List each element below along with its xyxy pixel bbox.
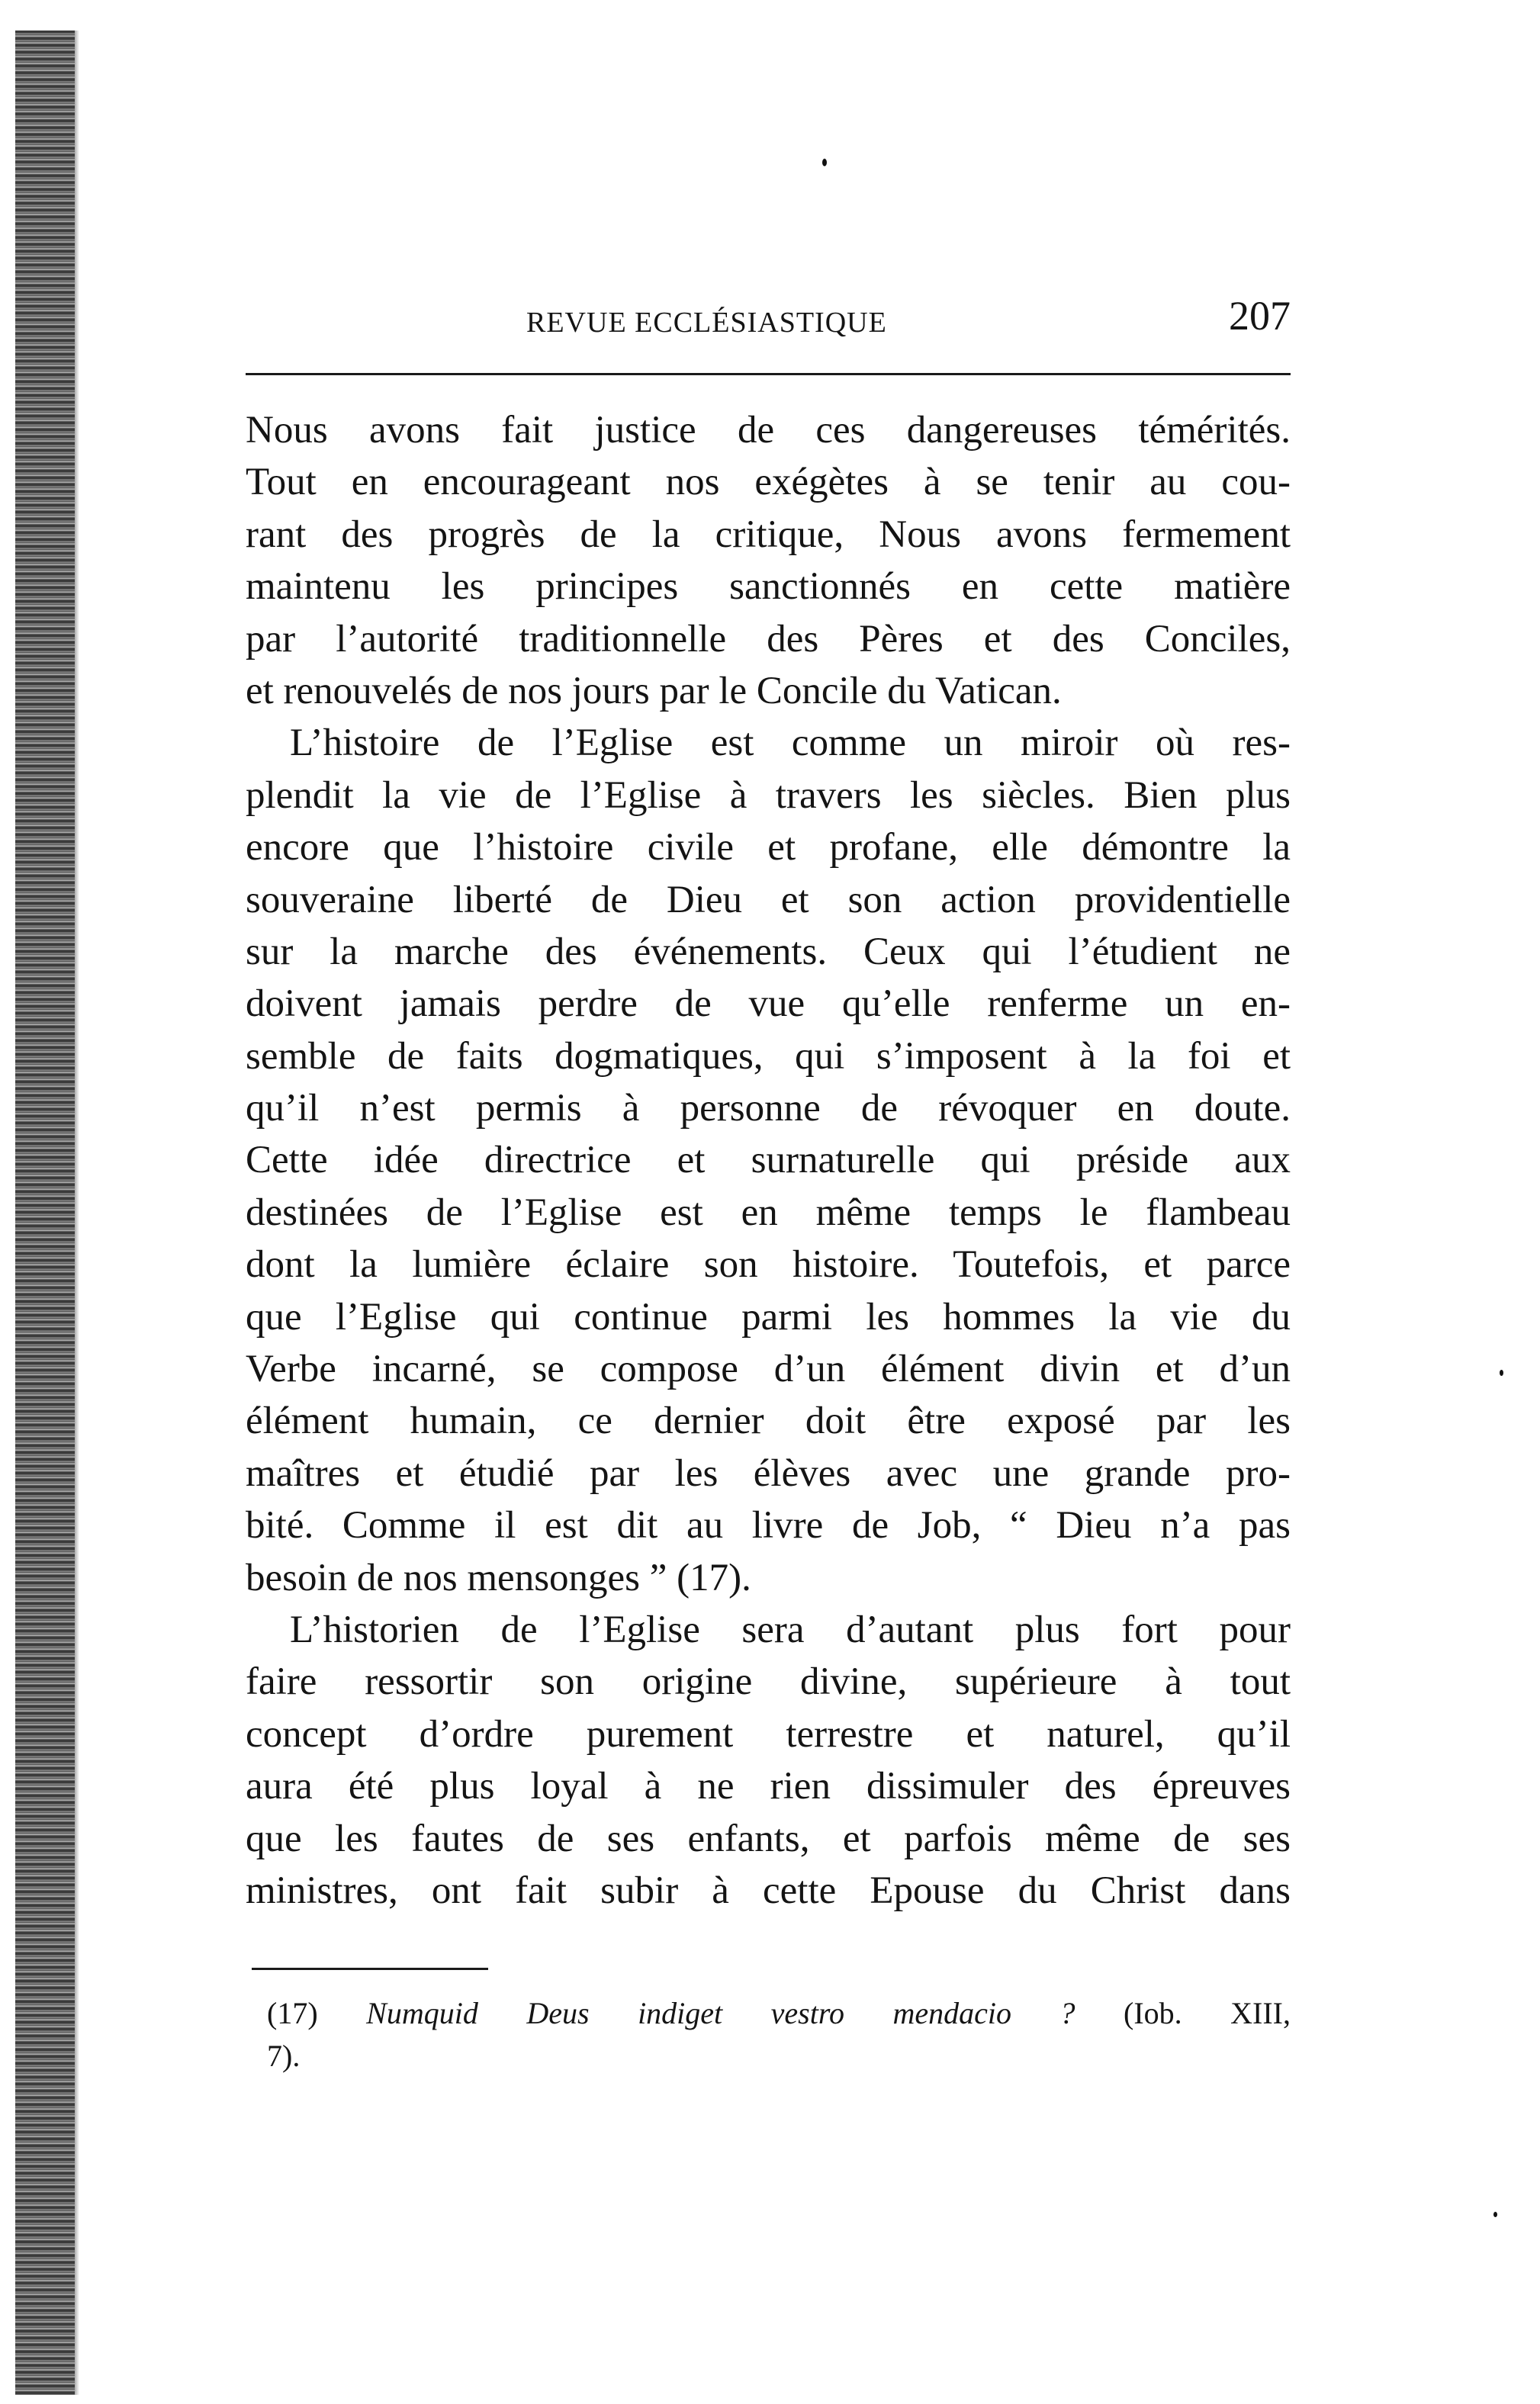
footnote: [267, 1992, 1291, 2078]
page-header: [246, 292, 1291, 353]
text-line: ministres, ont fait subir à cette Epouse du Christ dans: [246, 1869, 1291, 1912]
text-line: Cette idée directrice et surnaturelle qui préside aux: [246, 1139, 1291, 1182]
text-line: Nous avons fait justice de ces dangereuses témérités.: [246, 409, 1291, 452]
text-line: rant des progrès de la critique, Nous avons fermement: [246, 513, 1291, 556]
print-speck: [1493, 2212, 1497, 2217]
text-line: maîtres et étudié par les élèves avec une grande pro-: [246, 1451, 1291, 1495]
page-number: 207: [1229, 293, 1291, 339]
footnote-line-continued: 7).: [267, 2039, 301, 2073]
paragraph-start-line: L’historien de l’Eglise sera d’autant plus fort pour: [290, 1608, 1291, 1651]
text-line: qu’il n’est permis à personne de révoquer en doute.: [246, 1087, 1291, 1130]
text-line: que les fautes de ses enfants, et parfois même de ses: [246, 1817, 1291, 1860]
header-rule: [246, 373, 1291, 375]
running-title: REVUE ECCLÉSIASTIQUE: [526, 307, 887, 339]
text-line: semble de faits dogmatiques, qui s’imposent à la foi et: [246, 1034, 1291, 1078]
text-line: encore que l’histoire civile et profane, elle démontre la: [246, 826, 1291, 869]
text-line: Verbe incarné, se compose d’un élément divin et d’un: [246, 1348, 1291, 1391]
footnote-line: [267, 1992, 1291, 2035]
print-speck: [1500, 1370, 1503, 1376]
text-line: plendit la vie de l’Eglise à travers les siècles. Bien plus: [246, 773, 1291, 817]
text-line: dont la lumière éclaire son histoire. Toutefois, et parce: [246, 1243, 1291, 1287]
text-line: Tout en encourageant nos exégètes à se tenir au cou-: [246, 461, 1291, 504]
text-line: et renouvelés de nos jours par le Concile du Vatican.: [246, 669, 1062, 712]
text-line: besoin de nos mensonges ” (17).: [246, 1556, 751, 1599]
text-line: que l’Eglise qui continue parmi les hommes la vie du: [246, 1295, 1291, 1339]
text-line: concept d’ordre purement terrestre et naturel, qu’il: [246, 1712, 1291, 1756]
text-line: par l’autorité traditionnelle des Pères et des Conciles,: [246, 617, 1291, 660]
text-line: souveraine liberté de Dieu et son action providentielle: [246, 878, 1291, 921]
footnote-latin-quote: Numquid Deus indiget vestro mendacio ?: [366, 1996, 1075, 2030]
text-line: doivent jamais perdre de vue qu’elle renferme un en-: [246, 982, 1291, 1026]
text-line: élément humain, ce dernier doit être exposé par les: [246, 1400, 1291, 1443]
text-line: maintenu les principes sanctionnés en cette matière: [246, 565, 1291, 609]
text-line: bité. Comme il est dit au livre de Job, “ Dieu n’a pas: [246, 1504, 1291, 1547]
body-text: [246, 404, 1291, 1917]
paragraph-start-line: L’histoire de l’Eglise est comme un miroir où res-: [290, 722, 1291, 765]
text-line: destinées de l’Eglise est en même temps le flambeau: [246, 1191, 1291, 1234]
book-binding-edge: [15, 31, 75, 2395]
footnote-reference: (Iob. XIII,: [1124, 1996, 1291, 2030]
footnote-rule: [252, 1968, 488, 1970]
text-line: faire ressortir son origine divine, supérieure à tout: [246, 1660, 1291, 1704]
footnote-number: (17): [267, 1996, 318, 2030]
text-line: sur la marche des événements. Ceux qui l’étudient ne: [246, 930, 1291, 973]
text-line: aura été plus loyal à ne rien dissimuler des épreuves: [246, 1765, 1291, 1808]
print-speck: [822, 159, 827, 166]
